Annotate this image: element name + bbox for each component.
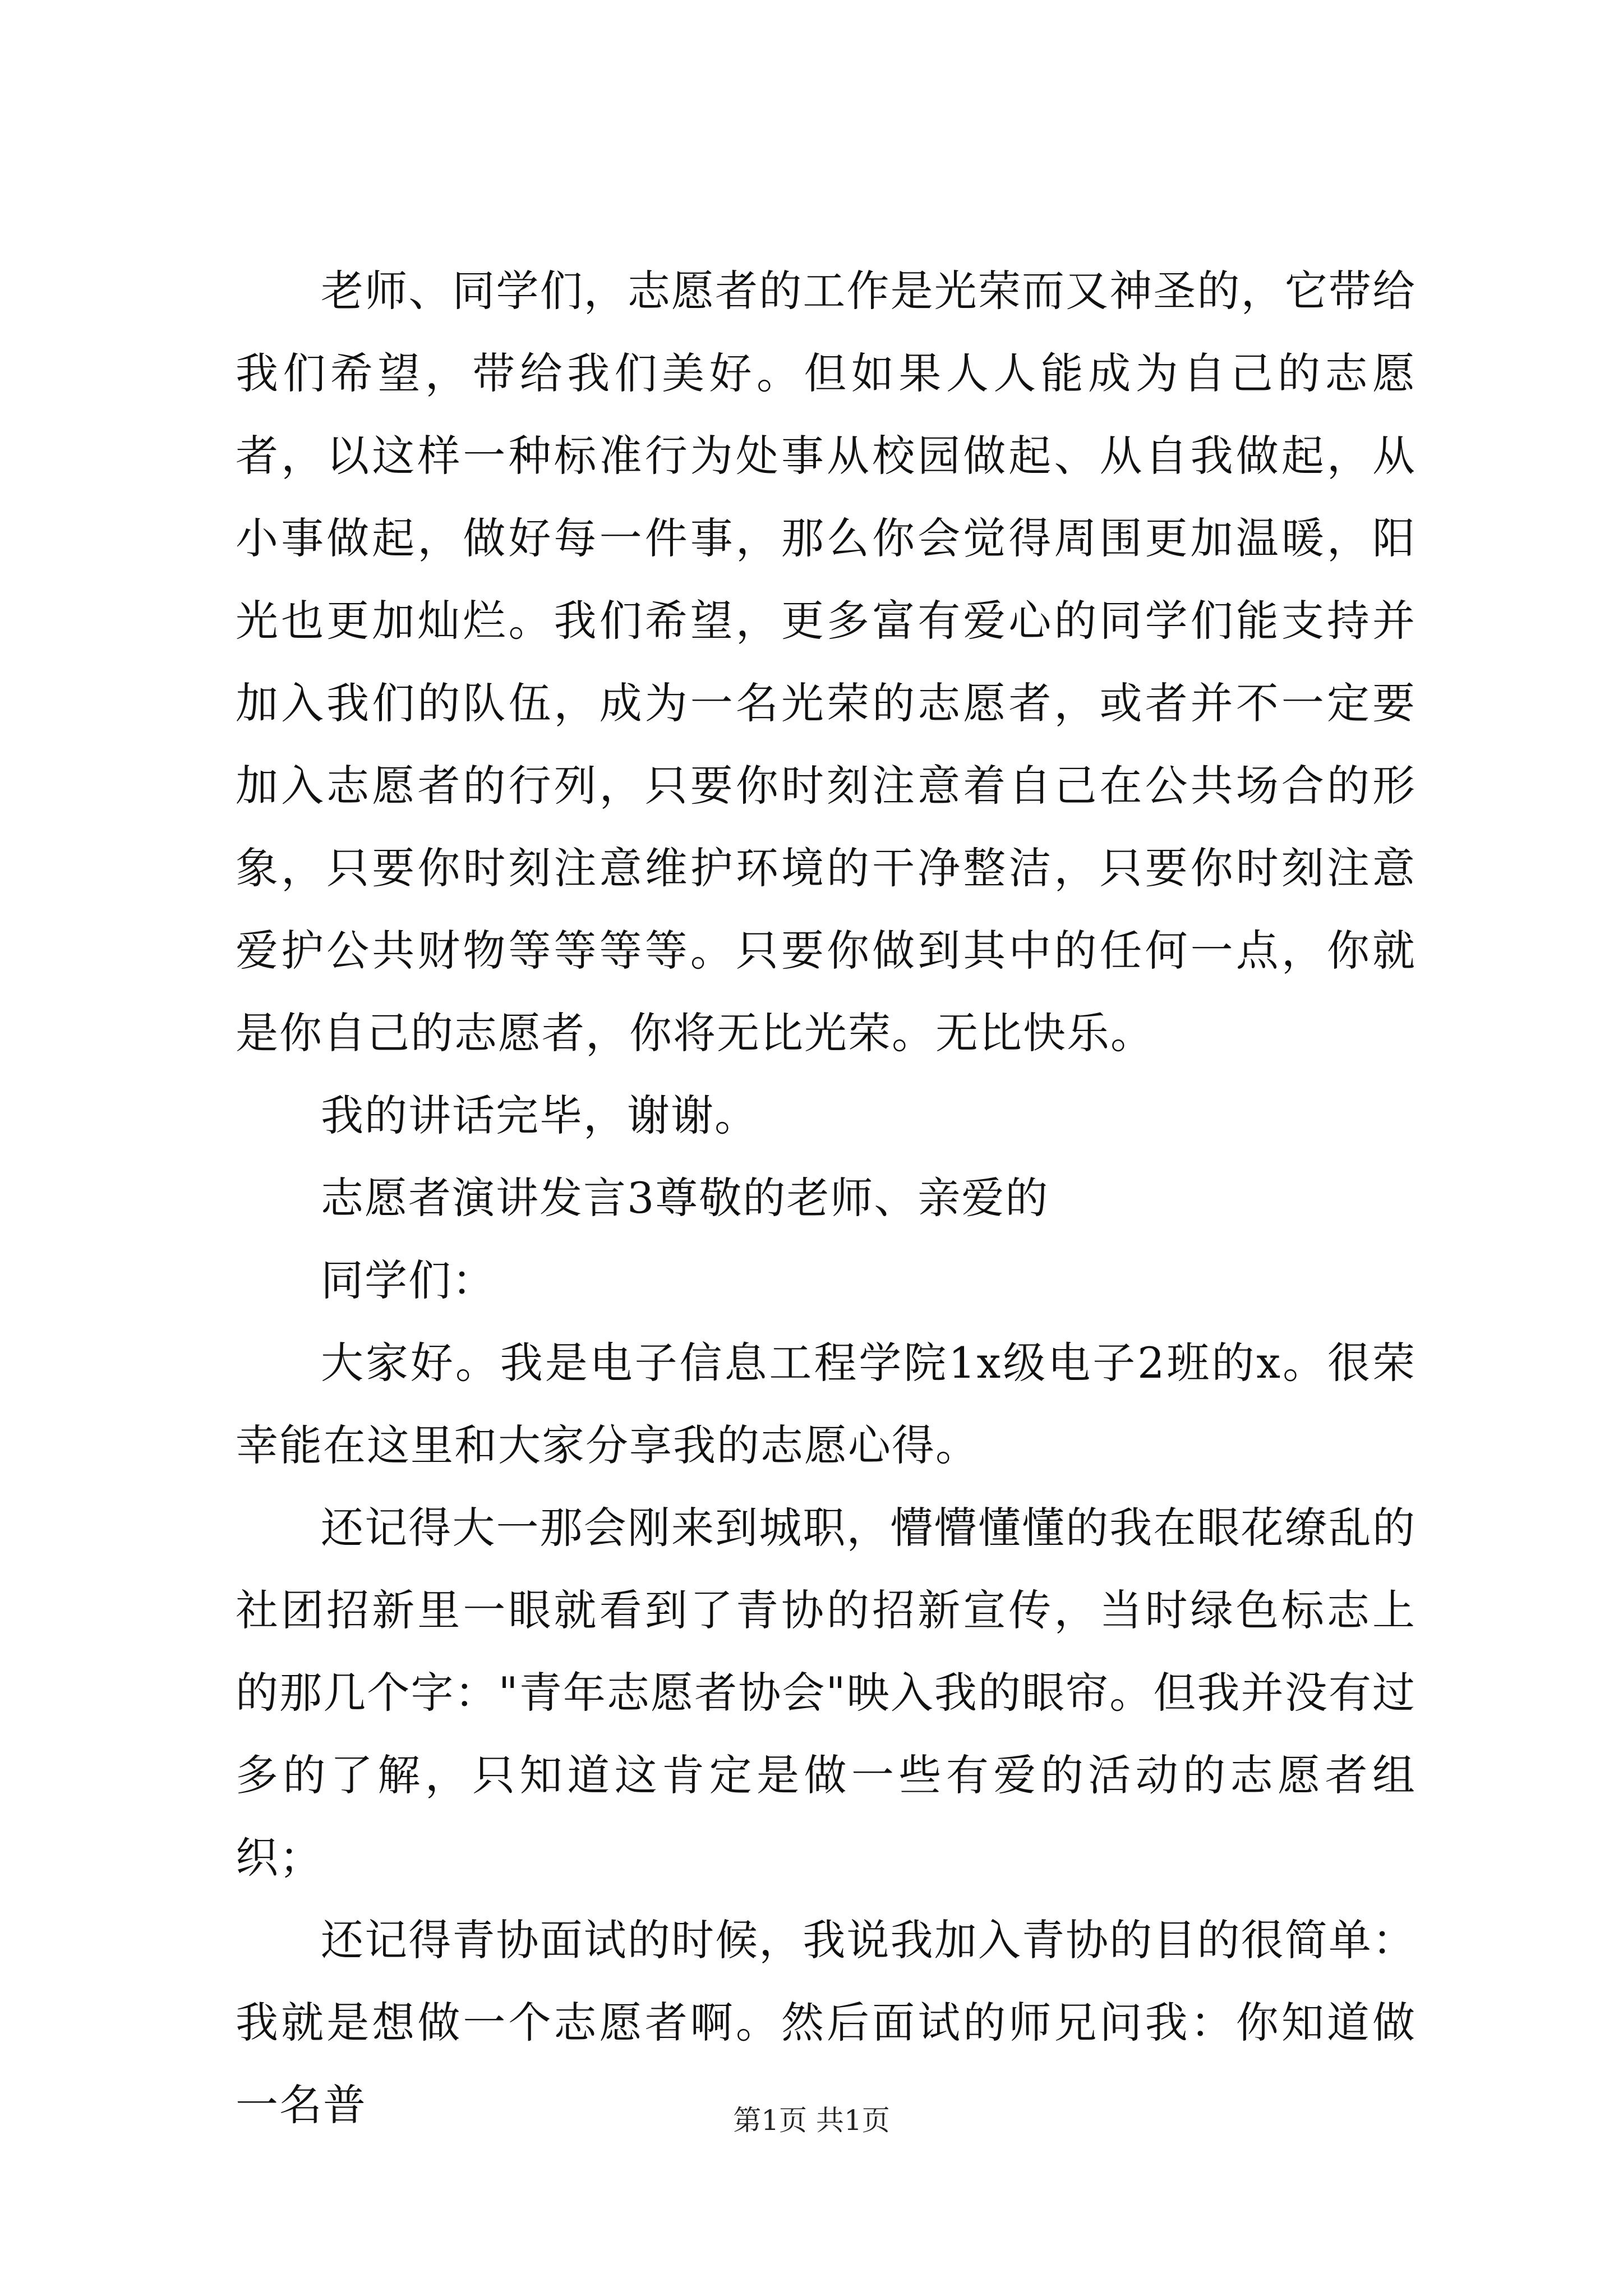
paragraph-thanks: 我的讲话完毕，谢谢。 <box>321 1091 758 1140</box>
paragraph-memory-interview: 还记得青协面试的时候，我说我加入青协的目的很简单：我就是想做一个志愿者啊。然后面试的师兄问我：你知道做一名普 <box>236 1915 1416 2130</box>
paragraph-memory-recruitment: 还记得大一那会刚来到城职，懵懵懂懂的我在眼花缭乱的社团招新里一眼就看到了青协的招新宣传，当时绿色标志上的那几个字："青年志愿者协会"映入我的眼帘。但我并没有过多的了解，只知道这肯定是做一些有爱的活动的志愿者组织； <box>236 1503 1416 1883</box>
paragraph-greeting: 同学们： <box>321 1255 496 1305</box>
paragraph-introduction: 大家好。我是电子信息工程学院1x级电子2班的x。很荣幸能在这里和大家分享我的志愿心得。 <box>236 1338 1416 1470</box>
document-body <box>236 250 1416 2146</box>
paragraph-speech-title: 志愿者演讲发言3尊敬的老师、亲爱的 <box>321 1173 1049 1223</box>
page-footer: 第1页 共1页 <box>733 2104 890 2137</box>
paragraph-closing-remarks: 老师、同学们，志愿者的工作是光荣而又神圣的，它带给我们希望，带给我们美好。但如果人人能成为自己的志愿者，以这样一种标准行为处事从校园做起、从自我做起，从小事做起，做好每一件事，那么你会觉得周围更加温暖，阳光也更加灿烂。我们希望，更多富有爱心的同学们能支持并加入我们的队伍，成为一名光荣的志愿者，或者并不一定要加入志愿者的行列，只要你时刻注意着自己在公共场合的形象，只要你时刻注意维护环境的干净整洁，只要你时刻注意爱护公共财物等等等等。只要你做到其中的任何一点，你就是你自己的志愿者，你将无比光荣。无比快乐。 <box>236 266 1416 1058</box>
